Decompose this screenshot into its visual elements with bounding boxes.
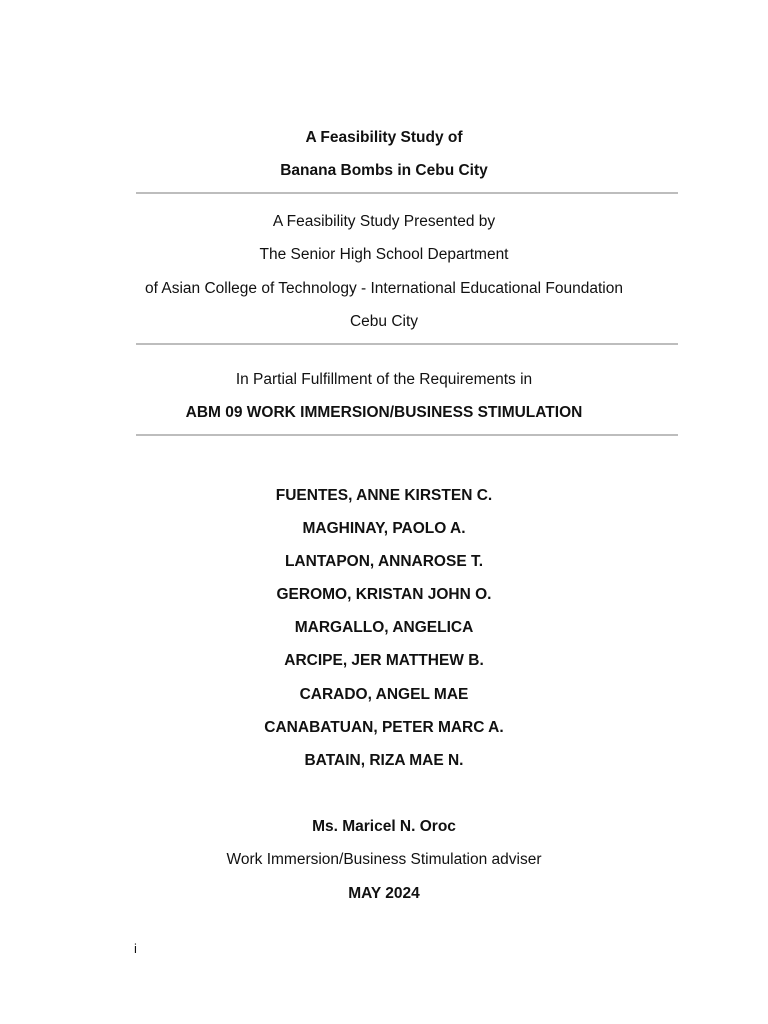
divider-1: [136, 192, 678, 194]
author-name: BATAIN, RIZA MAE N.: [304, 752, 464, 769]
author-name: ARCIPE, JER MATTHEW B.: [284, 652, 484, 669]
author-name: MAGHINAY, PAOLO A.: [302, 520, 466, 537]
course-title: ABM 09 WORK IMMERSION/BUSINESS STIMULATION: [185, 404, 583, 421]
author-name: CANABATUAN, PETER MARC A.: [264, 719, 504, 736]
presented-by-line-4: Cebu City: [349, 313, 419, 330]
presented-by-line-1: A Feasibility Study Presented by: [272, 213, 496, 230]
title-line-2: Banana Bombs in Cebu City: [280, 162, 488, 179]
author-name: GEROMO, KRISTAN JOHN O.: [276, 586, 492, 603]
author-name: LANTAPON, ANNAROSE T.: [284, 553, 484, 570]
presented-by-line-3: of Asian College of Technology - International Educational Foundation: [145, 280, 623, 297]
fulfillment-line: In Partial Fulfillment of the Requirements in: [235, 371, 533, 388]
author-name: CARADO, ANGEL MAE: [299, 686, 469, 703]
title-line-1: A Feasibility Study of: [305, 129, 463, 146]
divider-2: [136, 343, 678, 345]
submission-date: MAY 2024: [348, 885, 420, 902]
author-name: MARGALLO, ANGELICA: [294, 619, 474, 636]
adviser-role: Work Immersion/Business Stimulation adviser: [226, 851, 542, 868]
page-number: i: [134, 941, 137, 956]
presented-by-line-2: The Senior High School Department: [259, 246, 509, 263]
author-name: FUENTES, ANNE KIRSTEN C.: [275, 487, 493, 504]
adviser-name: Ms. Maricel N. Oroc: [312, 818, 456, 835]
divider-3: [136, 434, 678, 436]
